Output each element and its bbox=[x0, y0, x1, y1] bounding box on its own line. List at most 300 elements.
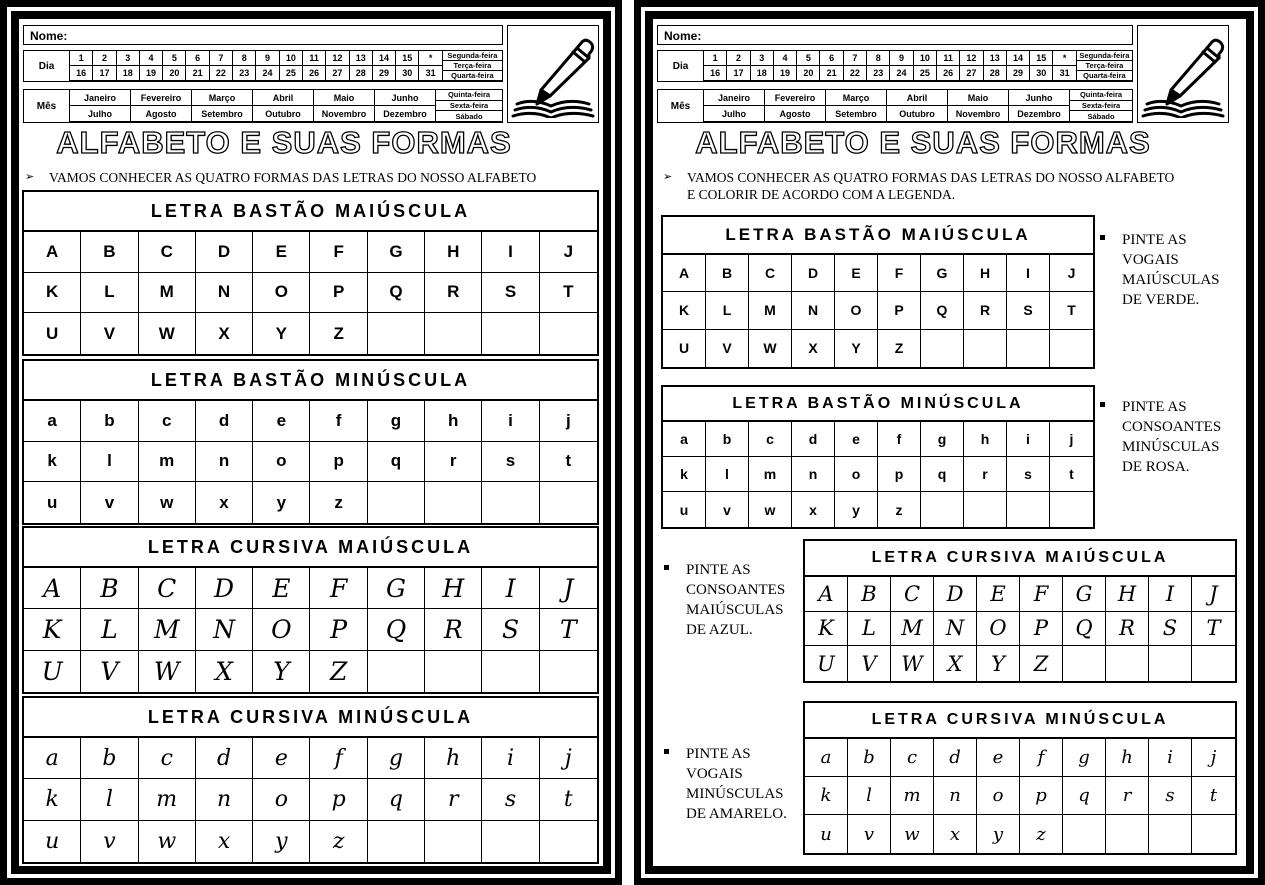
name-field[interactable] bbox=[23, 25, 503, 45]
letter-cell[interactable]: Q bbox=[368, 273, 425, 314]
letter-cell[interactable] bbox=[540, 313, 597, 354]
letter-cell[interactable]: R bbox=[964, 292, 1007, 329]
letter-cell[interactable]: F bbox=[310, 232, 367, 273]
letter-cell[interactable]: S bbox=[1007, 292, 1050, 329]
letter-cell[interactable]: g bbox=[368, 738, 425, 779]
letter-cell[interactable]: B bbox=[706, 255, 749, 292]
letter-cell[interactable]: X bbox=[934, 646, 977, 681]
day-cell[interactable]: 23 bbox=[867, 66, 890, 81]
letter-cell[interactable]: x bbox=[792, 492, 835, 527]
letter-cell[interactable]: z bbox=[310, 821, 367, 862]
letter-cell[interactable]: h bbox=[964, 422, 1007, 457]
letter-cell[interactable]: V bbox=[706, 330, 749, 367]
letter-cell[interactable] bbox=[1106, 815, 1149, 853]
letter-cell[interactable]: O bbox=[835, 292, 878, 329]
letter-cell[interactable]: r bbox=[425, 779, 482, 820]
letter-cell[interactable]: J bbox=[540, 232, 597, 273]
weekday-item[interactable]: Sábado bbox=[1070, 111, 1132, 122]
letter-cell[interactable]: w bbox=[139, 482, 196, 523]
letter-cell[interactable]: a bbox=[805, 739, 848, 777]
letter-cell[interactable]: M bbox=[749, 292, 792, 329]
letter-cell[interactable]: i bbox=[1149, 739, 1192, 777]
letter-cell[interactable]: P bbox=[310, 609, 367, 650]
letter-cell[interactable]: m bbox=[891, 777, 934, 815]
day-cell[interactable]: 28 bbox=[350, 66, 373, 81]
letter-cell[interactable]: m bbox=[139, 779, 196, 820]
month-cell[interactable]: Dezembro bbox=[1009, 106, 1070, 122]
day-cell[interactable]: 18 bbox=[117, 66, 140, 81]
letter-cell[interactable] bbox=[1106, 646, 1149, 681]
letter-cell[interactable]: k bbox=[805, 777, 848, 815]
day-cell[interactable]: 27 bbox=[326, 66, 349, 81]
letter-cell[interactable]: e bbox=[977, 739, 1020, 777]
day-cell[interactable]: 31 bbox=[1053, 66, 1076, 81]
day-cell[interactable]: 18 bbox=[751, 66, 774, 81]
letter-cell[interactable]: W bbox=[749, 330, 792, 367]
letter-cell[interactable]: p bbox=[310, 779, 367, 820]
month-cell[interactable]: Outubro bbox=[887, 106, 948, 122]
letter-cell[interactable]: L bbox=[848, 612, 891, 647]
letter-cell[interactable]: g bbox=[1063, 739, 1106, 777]
day-cell[interactable]: 25 bbox=[914, 66, 937, 81]
weekday-item[interactable]: Terça-feira bbox=[443, 61, 502, 71]
letter-cell[interactable]: N bbox=[196, 273, 253, 314]
letter-cell[interactable]: E bbox=[977, 577, 1020, 612]
letter-cell[interactable]: A bbox=[24, 232, 81, 273]
letter-cell[interactable] bbox=[482, 651, 539, 692]
letter-cell[interactable]: c bbox=[891, 739, 934, 777]
letter-cell[interactable] bbox=[540, 651, 597, 692]
letter-cell[interactable]: K bbox=[24, 273, 81, 314]
letter-cell[interactable]: s bbox=[482, 779, 539, 820]
letter-cell[interactable]: k bbox=[24, 442, 81, 483]
letter-cell[interactable] bbox=[1007, 330, 1050, 367]
letter-cell[interactable]: K bbox=[805, 612, 848, 647]
day-cell[interactable]: 5 bbox=[797, 51, 820, 66]
letter-cell[interactable]: h bbox=[1106, 739, 1149, 777]
letter-cell[interactable]: m bbox=[139, 442, 196, 483]
letter-cell[interactable]: T bbox=[540, 609, 597, 650]
letter-cell[interactable]: y bbox=[253, 821, 310, 862]
letter-cell[interactable]: r bbox=[425, 442, 482, 483]
letter-cell[interactable]: U bbox=[805, 646, 848, 681]
letter-cell[interactable]: n bbox=[196, 442, 253, 483]
letter-cell[interactable] bbox=[921, 492, 964, 527]
day-cell[interactable]: 5 bbox=[163, 51, 186, 66]
day-cell[interactable]: 24 bbox=[256, 66, 279, 81]
day-cell[interactable]: 8 bbox=[233, 51, 256, 66]
letter-cell[interactable]: H bbox=[425, 568, 482, 609]
letter-cell[interactable]: f bbox=[878, 422, 921, 457]
day-cell[interactable]: 14 bbox=[373, 51, 396, 66]
letter-cell[interactable]: l bbox=[706, 457, 749, 492]
day-cell[interactable]: 16 bbox=[70, 66, 93, 81]
letter-cell[interactable]: w bbox=[749, 492, 792, 527]
letter-cell[interactable]: u bbox=[24, 821, 81, 862]
letter-cell[interactable]: q bbox=[368, 779, 425, 820]
letter-cell[interactable]: B bbox=[81, 232, 138, 273]
letter-cell[interactable]: l bbox=[81, 779, 138, 820]
letter-cell[interactable]: d bbox=[196, 738, 253, 779]
letter-cell[interactable]: u bbox=[805, 815, 848, 853]
letter-cell[interactable]: N bbox=[934, 612, 977, 647]
weekday-item[interactable]: Quinta-feira bbox=[436, 90, 502, 101]
letter-cell[interactable]: p bbox=[1020, 777, 1063, 815]
letter-cell[interactable]: v bbox=[706, 492, 749, 527]
letter-cell[interactable]: p bbox=[310, 442, 367, 483]
letter-cell[interactable] bbox=[964, 330, 1007, 367]
letter-cell[interactable]: n bbox=[792, 457, 835, 492]
letter-cell[interactable] bbox=[1192, 815, 1235, 853]
letter-cell[interactable]: Z bbox=[1020, 646, 1063, 681]
letter-cell[interactable]: g bbox=[921, 422, 964, 457]
day-cell[interactable]: 8 bbox=[867, 51, 890, 66]
letter-cell[interactable]: x bbox=[196, 482, 253, 523]
letter-cell[interactable] bbox=[482, 482, 539, 523]
letter-cell[interactable]: C bbox=[139, 232, 196, 273]
day-cell[interactable]: 3 bbox=[751, 51, 774, 66]
letter-cell[interactable]: H bbox=[425, 232, 482, 273]
letter-cell[interactable]: W bbox=[139, 651, 196, 692]
day-cell[interactable]: 27 bbox=[960, 66, 983, 81]
day-cell[interactable]: 24 bbox=[890, 66, 913, 81]
day-cell[interactable]: 6 bbox=[186, 51, 209, 66]
letter-cell[interactable] bbox=[368, 821, 425, 862]
month-cell[interactable]: Junho bbox=[1009, 90, 1070, 106]
letter-cell[interactable]: U bbox=[663, 330, 706, 367]
letter-cell[interactable]: c bbox=[749, 422, 792, 457]
letter-cell[interactable]: K bbox=[663, 292, 706, 329]
letter-cell[interactable]: A bbox=[805, 577, 848, 612]
letter-cell[interactable]: q bbox=[368, 442, 425, 483]
letter-cell[interactable]: z bbox=[878, 492, 921, 527]
letter-cell[interactable]: c bbox=[139, 401, 196, 442]
letter-cell[interactable]: E bbox=[253, 232, 310, 273]
day-cell[interactable]: 30 bbox=[1030, 66, 1053, 81]
month-cell[interactable]: Agosto bbox=[131, 106, 192, 122]
month-cell[interactable]: Julho bbox=[704, 106, 765, 122]
letter-cell[interactable]: Q bbox=[368, 609, 425, 650]
letter-cell[interactable]: K bbox=[24, 609, 81, 650]
letter-cell[interactable]: r bbox=[1106, 777, 1149, 815]
letter-cell[interactable] bbox=[1192, 646, 1235, 681]
letter-cell[interactable]: C bbox=[891, 577, 934, 612]
day-cell[interactable]: * bbox=[1053, 51, 1076, 66]
day-cell[interactable]: 6 bbox=[820, 51, 843, 66]
month-cell[interactable]: Setembro bbox=[826, 106, 887, 122]
letter-cell[interactable]: d bbox=[934, 739, 977, 777]
letter-cell[interactable]: D bbox=[792, 255, 835, 292]
letter-cell[interactable] bbox=[482, 313, 539, 354]
day-cell[interactable]: 7 bbox=[844, 51, 867, 66]
letter-cell[interactable] bbox=[482, 821, 539, 862]
letter-cell[interactable]: q bbox=[921, 457, 964, 492]
letter-cell[interactable]: A bbox=[24, 568, 81, 609]
letter-cell[interactable]: o bbox=[253, 779, 310, 820]
letter-cell[interactable]: h bbox=[425, 401, 482, 442]
letter-cell[interactable]: P bbox=[878, 292, 921, 329]
month-cell[interactable]: Março bbox=[192, 90, 253, 106]
day-cell[interactable]: 21 bbox=[186, 66, 209, 81]
letter-cell[interactable]: s bbox=[1149, 777, 1192, 815]
day-cell[interactable]: 30 bbox=[396, 66, 419, 81]
letter-cell[interactable]: s bbox=[1007, 457, 1050, 492]
letter-cell[interactable] bbox=[425, 821, 482, 862]
letter-cell[interactable] bbox=[540, 482, 597, 523]
letter-cell[interactable] bbox=[964, 492, 1007, 527]
letter-cell[interactable] bbox=[425, 651, 482, 692]
day-cell[interactable]: 14 bbox=[1007, 51, 1030, 66]
letter-cell[interactable]: G bbox=[368, 568, 425, 609]
month-cell[interactable]: Outubro bbox=[253, 106, 314, 122]
letter-cell[interactable]: b bbox=[81, 738, 138, 779]
letter-cell[interactable] bbox=[1063, 646, 1106, 681]
day-cell[interactable]: 12 bbox=[960, 51, 983, 66]
weekday-item[interactable]: Sexta-feira bbox=[436, 101, 502, 112]
letter-cell[interactable]: V bbox=[81, 313, 138, 354]
letter-cell[interactable]: G bbox=[921, 255, 964, 292]
letter-cell[interactable]: a bbox=[663, 422, 706, 457]
day-cell[interactable]: 19 bbox=[140, 66, 163, 81]
letter-cell[interactable]: P bbox=[310, 273, 367, 314]
letter-cell[interactable]: u bbox=[24, 482, 81, 523]
month-cell[interactable]: Abril bbox=[253, 90, 314, 106]
letter-cell[interactable]: q bbox=[1063, 777, 1106, 815]
letter-cell[interactable] bbox=[368, 482, 425, 523]
day-cell[interactable]: 23 bbox=[233, 66, 256, 81]
weekday-item[interactable]: Segunda-feira bbox=[1077, 51, 1132, 61]
letter-cell[interactable] bbox=[1149, 815, 1192, 853]
letter-cell[interactable]: r bbox=[964, 457, 1007, 492]
month-cell[interactable]: Novembro bbox=[314, 106, 375, 122]
day-cell[interactable]: 12 bbox=[326, 51, 349, 66]
letter-cell[interactable]: y bbox=[977, 815, 1020, 853]
letter-cell[interactable]: V bbox=[848, 646, 891, 681]
day-cell[interactable]: 10 bbox=[914, 51, 937, 66]
day-cell[interactable]: 16 bbox=[704, 66, 727, 81]
letter-cell[interactable]: M bbox=[139, 609, 196, 650]
letter-cell[interactable]: I bbox=[1149, 577, 1192, 612]
month-cell[interactable]: Dezembro bbox=[375, 106, 436, 122]
day-cell[interactable]: 20 bbox=[797, 66, 820, 81]
letter-cell[interactable]: a bbox=[24, 738, 81, 779]
letter-cell[interactable]: o bbox=[253, 442, 310, 483]
day-cell[interactable]: 22 bbox=[844, 66, 867, 81]
weekday-item[interactable]: Sábado bbox=[436, 111, 502, 122]
day-cell[interactable]: 17 bbox=[727, 66, 750, 81]
month-cell[interactable]: Janeiro bbox=[704, 90, 765, 106]
letter-cell[interactable] bbox=[1050, 492, 1093, 527]
letter-cell[interactable]: x bbox=[934, 815, 977, 853]
day-cell[interactable]: 2 bbox=[93, 51, 116, 66]
letter-cell[interactable]: g bbox=[368, 401, 425, 442]
letter-cell[interactable] bbox=[921, 330, 964, 367]
letter-cell[interactable]: v bbox=[81, 821, 138, 862]
letter-cell[interactable]: j bbox=[540, 401, 597, 442]
month-cell[interactable]: Janeiro bbox=[70, 90, 131, 106]
letter-cell[interactable]: Q bbox=[921, 292, 964, 329]
day-cell[interactable]: 26 bbox=[937, 66, 960, 81]
letter-cell[interactable]: F bbox=[1020, 577, 1063, 612]
letter-cell[interactable]: T bbox=[1050, 292, 1093, 329]
letter-cell[interactable]: N bbox=[196, 609, 253, 650]
letter-cell[interactable] bbox=[1063, 815, 1106, 853]
letter-cell[interactable] bbox=[1050, 330, 1093, 367]
day-cell[interactable]: 15 bbox=[1030, 51, 1053, 66]
month-cell[interactable]: Fevereiro bbox=[131, 90, 192, 106]
letter-cell[interactable]: O bbox=[253, 609, 310, 650]
letter-cell[interactable]: f bbox=[1020, 739, 1063, 777]
letter-cell[interactable]: Z bbox=[310, 313, 367, 354]
letter-cell[interactable]: h bbox=[425, 738, 482, 779]
weekday-item[interactable]: Terça-feira bbox=[1077, 61, 1132, 71]
day-cell[interactable]: 11 bbox=[303, 51, 326, 66]
day-cell[interactable]: 25 bbox=[280, 66, 303, 81]
letter-cell[interactable]: G bbox=[368, 232, 425, 273]
letter-cell[interactable]: U bbox=[24, 651, 81, 692]
day-cell[interactable]: 17 bbox=[93, 66, 116, 81]
letter-cell[interactable]: I bbox=[482, 568, 539, 609]
letter-cell[interactable]: l bbox=[848, 777, 891, 815]
letter-cell[interactable]: t bbox=[1192, 777, 1235, 815]
letter-cell[interactable]: n bbox=[934, 777, 977, 815]
letter-cell[interactable]: t bbox=[1050, 457, 1093, 492]
letter-cell[interactable]: w bbox=[891, 815, 934, 853]
letter-cell[interactable]: R bbox=[1106, 612, 1149, 647]
letter-cell[interactable]: i bbox=[482, 401, 539, 442]
day-cell[interactable]: 28 bbox=[984, 66, 1007, 81]
letter-cell[interactable]: W bbox=[891, 646, 934, 681]
letter-cell[interactable]: E bbox=[253, 568, 310, 609]
letter-cell[interactable]: Y bbox=[253, 651, 310, 692]
letter-cell[interactable]: T bbox=[540, 273, 597, 314]
letter-cell[interactable]: y bbox=[253, 482, 310, 523]
letter-cell[interactable]: Q bbox=[1063, 612, 1106, 647]
day-cell[interactable]: 4 bbox=[140, 51, 163, 66]
day-cell[interactable]: 15 bbox=[396, 51, 419, 66]
letter-cell[interactable]: Y bbox=[253, 313, 310, 354]
day-cell[interactable]: 3 bbox=[117, 51, 140, 66]
day-cell[interactable]: 10 bbox=[280, 51, 303, 66]
letter-cell[interactable]: C bbox=[139, 568, 196, 609]
letter-cell[interactable]: v bbox=[81, 482, 138, 523]
letter-cell[interactable]: O bbox=[253, 273, 310, 314]
letter-cell[interactable] bbox=[1149, 646, 1192, 681]
letter-cell[interactable]: S bbox=[1149, 612, 1192, 647]
letter-cell[interactable]: t bbox=[540, 442, 597, 483]
day-cell[interactable]: 19 bbox=[774, 66, 797, 81]
letter-cell[interactable]: X bbox=[196, 313, 253, 354]
letter-cell[interactable]: b bbox=[706, 422, 749, 457]
day-cell[interactable]: 2 bbox=[727, 51, 750, 66]
letter-cell[interactable]: k bbox=[24, 779, 81, 820]
letter-cell[interactable]: o bbox=[835, 457, 878, 492]
letter-cell[interactable]: e bbox=[253, 401, 310, 442]
letter-cell[interactable]: J bbox=[540, 568, 597, 609]
letter-cell[interactable] bbox=[425, 313, 482, 354]
weekday-item[interactable]: Sexta-feira bbox=[1070, 101, 1132, 112]
letter-cell[interactable]: a bbox=[24, 401, 81, 442]
letter-cell[interactable]: j bbox=[1192, 739, 1235, 777]
letter-cell[interactable]: i bbox=[482, 738, 539, 779]
letter-cell[interactable]: H bbox=[1106, 577, 1149, 612]
weekday-item[interactable]: Quarta-feira bbox=[443, 71, 502, 81]
letter-cell[interactable] bbox=[368, 313, 425, 354]
letter-cell[interactable]: U bbox=[24, 313, 81, 354]
letter-cell[interactable]: b bbox=[81, 401, 138, 442]
letter-cell[interactable]: t bbox=[540, 779, 597, 820]
letter-cell[interactable]: k bbox=[663, 457, 706, 492]
letter-cell[interactable]: n bbox=[196, 779, 253, 820]
letter-cell[interactable]: I bbox=[1007, 255, 1050, 292]
letter-cell[interactable]: s bbox=[482, 442, 539, 483]
day-cell[interactable]: 20 bbox=[163, 66, 186, 81]
day-cell[interactable]: 1 bbox=[70, 51, 93, 66]
letter-cell[interactable]: D bbox=[196, 232, 253, 273]
letter-cell[interactable]: Z bbox=[878, 330, 921, 367]
day-cell[interactable]: 21 bbox=[820, 66, 843, 81]
letter-cell[interactable]: e bbox=[835, 422, 878, 457]
letter-cell[interactable]: M bbox=[139, 273, 196, 314]
day-cell[interactable]: 13 bbox=[350, 51, 373, 66]
letter-cell[interactable]: S bbox=[482, 273, 539, 314]
month-cell[interactable]: Setembro bbox=[192, 106, 253, 122]
month-cell[interactable]: Junho bbox=[375, 90, 436, 106]
letter-cell[interactable]: f bbox=[310, 401, 367, 442]
weekday-item[interactable]: Segunda-feira bbox=[443, 51, 502, 61]
weekday-item[interactable]: Quarta-feira bbox=[1077, 71, 1132, 81]
letter-cell[interactable]: B bbox=[81, 568, 138, 609]
letter-cell[interactable]: D bbox=[934, 577, 977, 612]
letter-cell[interactable]: d bbox=[196, 401, 253, 442]
letter-cell[interactable]: I bbox=[482, 232, 539, 273]
letter-cell[interactable]: B bbox=[848, 577, 891, 612]
letter-cell[interactable]: e bbox=[253, 738, 310, 779]
letter-cell[interactable]: i bbox=[1007, 422, 1050, 457]
letter-cell[interactable]: c bbox=[139, 738, 196, 779]
day-cell[interactable]: 4 bbox=[774, 51, 797, 66]
letter-cell[interactable]: p bbox=[878, 457, 921, 492]
month-cell[interactable]: Julho bbox=[70, 106, 131, 122]
letter-cell[interactable]: X bbox=[196, 651, 253, 692]
name-field[interactable] bbox=[657, 25, 1133, 45]
letter-cell[interactable]: R bbox=[425, 273, 482, 314]
day-cell[interactable]: 29 bbox=[373, 66, 396, 81]
letter-cell[interactable]: A bbox=[663, 255, 706, 292]
letter-cell[interactable]: f bbox=[310, 738, 367, 779]
month-cell[interactable]: Novembro bbox=[948, 106, 1009, 122]
letter-cell[interactable]: b bbox=[848, 739, 891, 777]
letter-cell[interactable]: P bbox=[1020, 612, 1063, 647]
letter-cell[interactable]: l bbox=[81, 442, 138, 483]
letter-cell[interactable]: N bbox=[792, 292, 835, 329]
letter-cell[interactable]: G bbox=[1063, 577, 1106, 612]
month-cell[interactable]: Março bbox=[826, 90, 887, 106]
letter-cell[interactable] bbox=[1007, 492, 1050, 527]
letter-cell[interactable]: w bbox=[139, 821, 196, 862]
letter-cell[interactable]: D bbox=[196, 568, 253, 609]
letter-cell[interactable]: F bbox=[878, 255, 921, 292]
day-cell[interactable]: 1 bbox=[704, 51, 727, 66]
letter-cell[interactable]: Y bbox=[835, 330, 878, 367]
letter-cell[interactable]: Z bbox=[310, 651, 367, 692]
day-cell[interactable]: 7 bbox=[210, 51, 233, 66]
month-cell[interactable]: Maio bbox=[948, 90, 1009, 106]
month-cell[interactable]: Abril bbox=[887, 90, 948, 106]
letter-cell[interactable]: S bbox=[482, 609, 539, 650]
letter-cell[interactable]: H bbox=[964, 255, 1007, 292]
month-cell[interactable]: Maio bbox=[314, 90, 375, 106]
